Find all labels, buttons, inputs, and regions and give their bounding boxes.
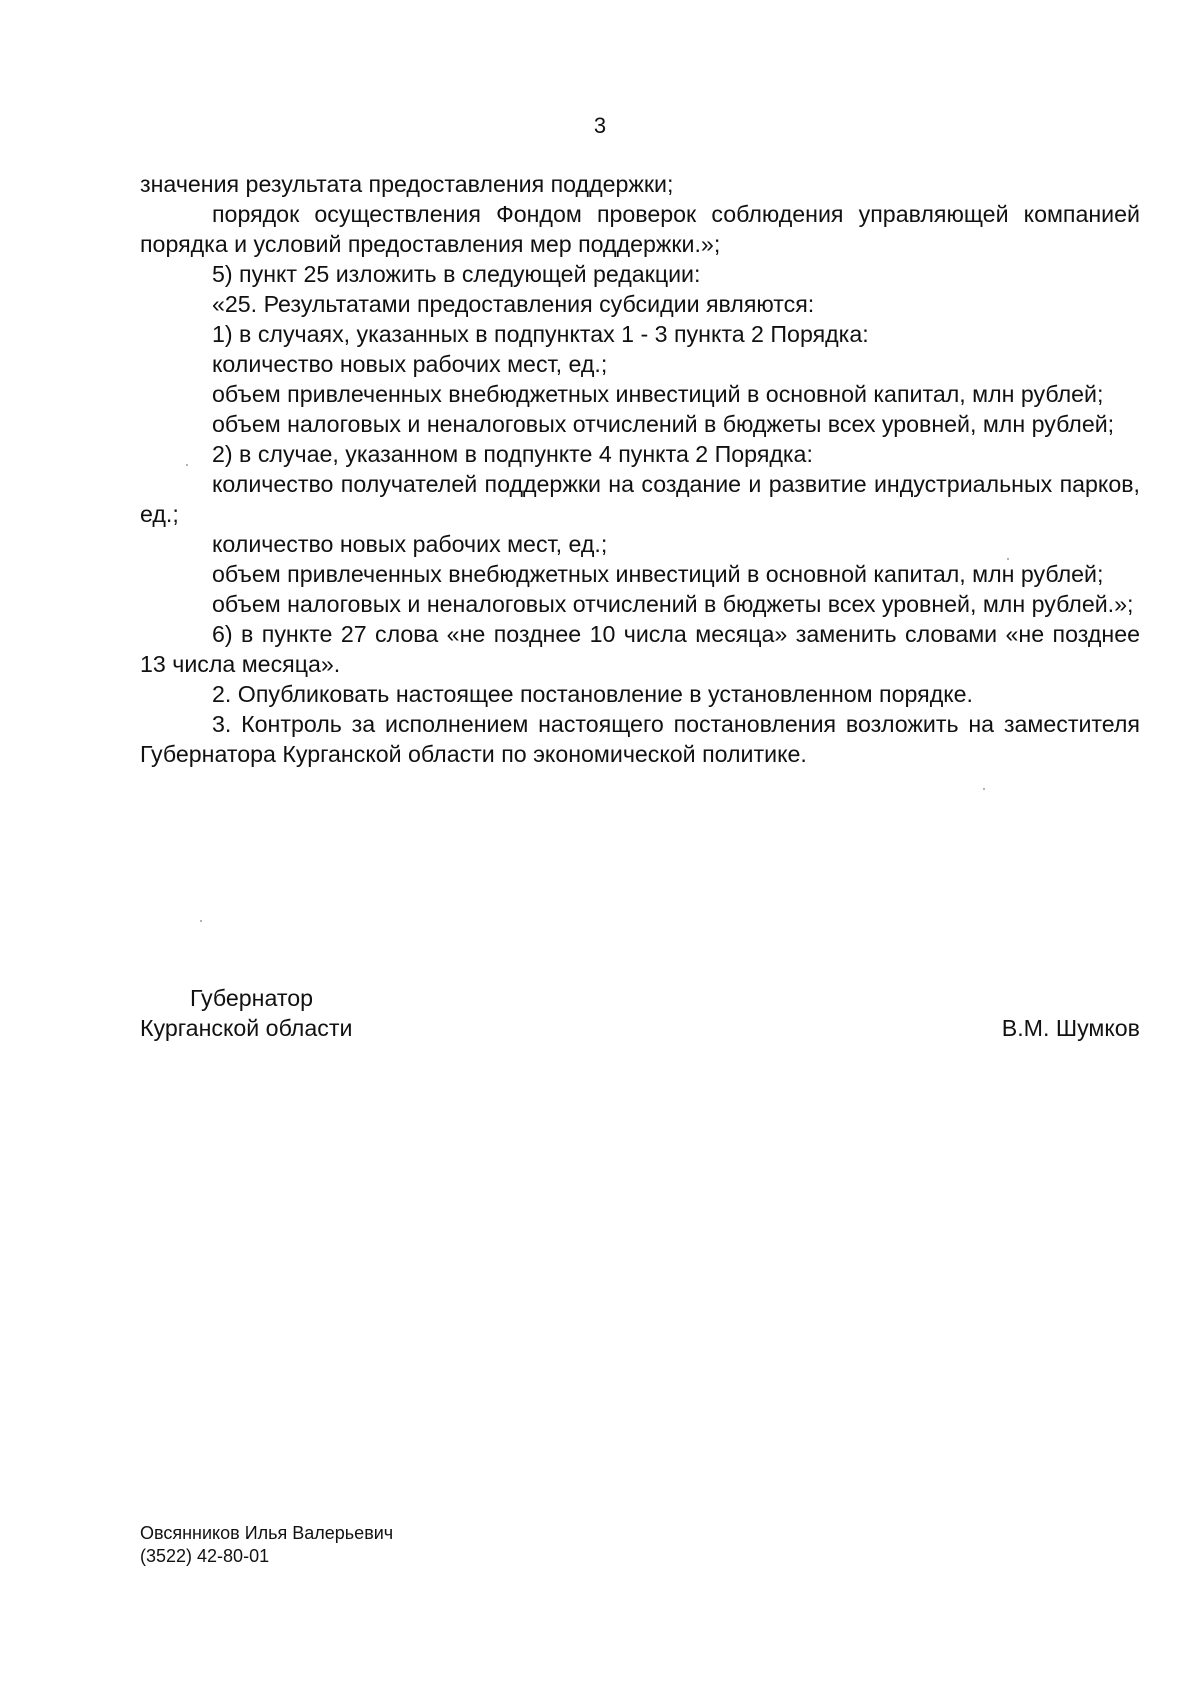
contact-phone: (3522) 42-80-01 — [140, 1546, 270, 1566]
paragraph: количество новых рабочих мест, ед.; — [212, 351, 608, 377]
scan-speck — [186, 464, 188, 466]
paragraph: значения результата предоставления поддержки; — [140, 171, 674, 197]
paragraph: объем привлеченных внебюджетных инвестиций в основной капитал, млн рублей; — [212, 561, 1104, 587]
paragraph: 1) в случаях, указанных в подпунктах 1 - 3 пункта 2 Порядка: — [212, 321, 869, 347]
contact-block — [140, 1522, 393, 1568]
paragraph: 6) в пункте 27 слова «не позднее 10 числа месяца» заменить словами «не позднее 13 числа месяца». — [140, 621, 1140, 677]
paragraph: 5) пункт 25 изложить в следующей редакции: — [212, 261, 701, 287]
signatory-region: Курганской области — [140, 1015, 353, 1041]
paragraph: 2. Опубликовать настоящее постановление в установленном порядке. — [212, 681, 973, 707]
scan-speck — [983, 788, 985, 790]
paragraph: 2) в случае, указанном в подпункте 4 пункта 2 Порядка: — [212, 441, 813, 467]
document-body — [140, 169, 1140, 769]
scan-speck — [200, 920, 202, 922]
paragraph: порядок осуществления Фондом проверок соблюдения управляющей компанией порядка и условий предоставления мер поддержки.»; — [140, 201, 1140, 257]
paragraph: объем привлеченных внебюджетных инвестиций в основной капитал, млн рублей; — [212, 381, 1104, 407]
paragraph: объем налоговых и неналоговых отчислений в бюджеты всех уровней, млн рублей; — [212, 411, 1115, 437]
signatory-name: В.М. Шумков — [1001, 1015, 1140, 1041]
signature-block — [140, 983, 1140, 1043]
paragraph: количество получателей поддержки на создание и развитие индустриальных парков, ед.; — [140, 471, 1140, 527]
paragraph: количество новых рабочих мест, ед.; — [212, 531, 608, 557]
page-number: 3 — [593, 113, 607, 138]
paragraph: объем налоговых и неналоговых отчислений в бюджеты всех уровней, млн рублей.»; — [212, 591, 1134, 617]
signature-row — [140, 1013, 1140, 1043]
signatory-title: Губернатор — [190, 985, 314, 1011]
scan-speck — [1007, 558, 1009, 560]
paragraph: 3. Контроль за исполнением настоящего постановления возложить на заместителя Губернатора Курганской области по экономической политике. — [140, 711, 1140, 767]
paragraph: «25. Результатами предоставления субсидии являются: — [212, 291, 815, 317]
contact-name: Овсянников Илья Валерьевич — [140, 1523, 394, 1543]
